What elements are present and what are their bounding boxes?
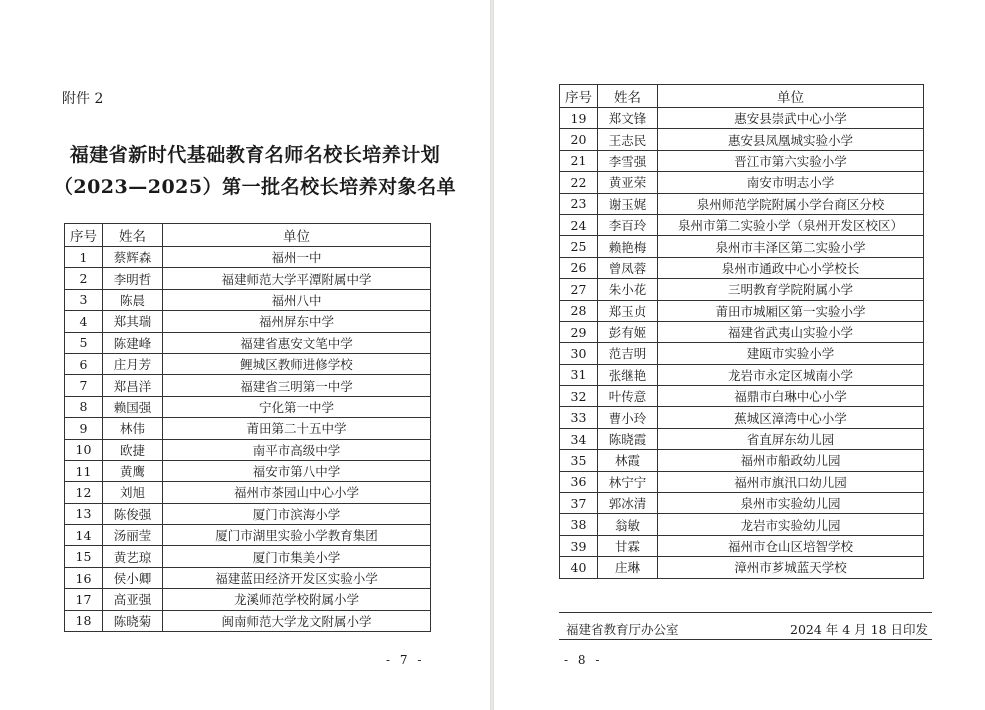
header-serial: 序号 [560, 85, 598, 108]
table-row [560, 214, 924, 235]
row-unit: 福州屏东中学 [163, 311, 431, 332]
row-serial: 33 [560, 407, 598, 428]
row-serial: 15 [65, 546, 103, 567]
row-name: 王志民 [598, 129, 658, 150]
row-unit: 福州市茶园山中心小学 [163, 482, 431, 503]
table-row [65, 439, 431, 460]
row-serial: 21 [560, 150, 598, 171]
table-row [560, 236, 924, 257]
table-row [560, 257, 924, 278]
table-row [560, 471, 924, 492]
row-name: 陈晓霞 [598, 428, 658, 449]
row-unit: 福州一中 [163, 247, 431, 268]
table-row [65, 589, 431, 610]
roster-table-part-1 [64, 223, 431, 632]
table-row [560, 193, 924, 214]
row-unit: 惠安县崇武中心小学 [658, 108, 924, 129]
row-serial: 28 [560, 300, 598, 321]
row-serial: 1 [65, 247, 103, 268]
row-name: 叶传意 [598, 386, 658, 407]
row-serial: 11 [65, 460, 103, 481]
row-serial: 32 [560, 386, 598, 407]
row-unit: 莆田市城厢区第一实验小学 [658, 300, 924, 321]
document-title-line-1: 福建省新时代基础教育名师名校长培养计划 [69, 144, 441, 166]
row-name: 谢玉娓 [598, 193, 658, 214]
row-name: 郭冰清 [598, 493, 658, 514]
row-serial: 25 [560, 236, 598, 257]
row-unit: 福鼎市白琳中心小学 [658, 386, 924, 407]
row-name: 欧捷 [103, 439, 163, 460]
row-unit: 福州八中 [163, 289, 431, 310]
row-unit: 泉州师范学院附属小学台商区分校 [658, 193, 924, 214]
table-row [65, 311, 431, 332]
row-serial: 10 [65, 439, 103, 460]
table-row [65, 247, 431, 268]
table-row [65, 268, 431, 289]
row-name: 张继艳 [598, 364, 658, 385]
row-name: 陈晓菊 [103, 610, 163, 631]
row-name: 李明哲 [103, 268, 163, 289]
row-name: 蔡辉森 [103, 247, 163, 268]
row-serial: 18 [65, 610, 103, 631]
row-name: 郑昌洋 [103, 375, 163, 396]
row-unit: 福州市仓山区培智学校 [658, 535, 924, 556]
row-unit: 建瓯市实验小学 [658, 343, 924, 364]
row-serial: 23 [560, 193, 598, 214]
page-number: - 8 - [564, 653, 603, 667]
row-serial: 17 [65, 589, 103, 610]
row-name: 汤丽莹 [103, 525, 163, 546]
row-serial: 14 [65, 525, 103, 546]
row-serial: 19 [560, 108, 598, 129]
header-name: 姓名 [598, 85, 658, 108]
attachment-label: 附件 2 [62, 91, 104, 107]
row-name: 高亚强 [103, 589, 163, 610]
table-row [560, 321, 924, 342]
table-row [560, 279, 924, 300]
row-serial: 8 [65, 396, 103, 417]
table-row [65, 567, 431, 588]
row-unit: 闽南师范大学龙文附属小学 [163, 610, 431, 631]
row-name: 林宁宁 [598, 471, 658, 492]
header-unit: 单位 [163, 224, 431, 247]
table-row [65, 289, 431, 310]
row-unit: 福州市船政幼儿园 [658, 450, 924, 471]
table-row [560, 300, 924, 321]
row-name: 曹小玲 [598, 407, 658, 428]
row-unit: 省直屏东幼儿园 [658, 428, 924, 449]
row-name: 甘霖 [598, 535, 658, 556]
table-row [560, 407, 924, 428]
table-row [560, 386, 924, 407]
footer-rule-top [559, 612, 932, 613]
row-serial: 22 [560, 172, 598, 193]
roster-table-part-2 [559, 84, 924, 579]
table-header-row [65, 224, 431, 247]
row-name: 曾凤蓉 [598, 257, 658, 278]
row-serial: 6 [65, 353, 103, 374]
row-unit: 福建蓝田经济开发区实验小学 [163, 567, 431, 588]
row-unit: 晋江市第六实验小学 [658, 150, 924, 171]
page-7 [0, 0, 490, 710]
row-serial: 40 [560, 557, 598, 578]
header-name: 姓名 [103, 224, 163, 247]
row-name: 翁敏 [598, 514, 658, 535]
row-name: 黄亚荣 [598, 172, 658, 193]
row-unit: 泉州市通政中心小学校长 [658, 257, 924, 278]
header-unit: 单位 [658, 85, 924, 108]
row-name: 黄鹰 [103, 460, 163, 481]
row-serial: 13 [65, 503, 103, 524]
table-row [65, 482, 431, 503]
page-number: - 7 - [386, 653, 425, 667]
row-name: 刘旭 [103, 482, 163, 503]
row-name: 侯小卿 [103, 567, 163, 588]
row-unit: 福建省武夷山实验小学 [658, 321, 924, 342]
table-row [560, 514, 924, 535]
row-name: 陈俊强 [103, 503, 163, 524]
row-unit: 南平市高级中学 [163, 439, 431, 460]
table-row [65, 396, 431, 417]
table-row [65, 503, 431, 524]
row-unit: 泉州市实验幼儿园 [658, 493, 924, 514]
print-date: 2024 年 4 月 18 日印发 [790, 622, 929, 637]
row-name: 范吉明 [598, 343, 658, 364]
row-unit: 福建省三明第一中学 [163, 375, 431, 396]
table-row [65, 418, 431, 439]
row-serial: 7 [65, 375, 103, 396]
table-header-row [560, 85, 924, 108]
table-row [560, 450, 924, 471]
row-unit: 南安市明志小学 [658, 172, 924, 193]
table-row [65, 332, 431, 353]
row-serial: 31 [560, 364, 598, 385]
row-name: 庄月芳 [103, 353, 163, 374]
row-serial: 3 [65, 289, 103, 310]
row-name: 彭有姬 [598, 321, 658, 342]
table-row [560, 172, 924, 193]
row-serial: 29 [560, 321, 598, 342]
row-serial: 37 [560, 493, 598, 514]
row-name: 赖艳梅 [598, 236, 658, 257]
table-row [560, 364, 924, 385]
row-unit: 龙岩市实验幼儿园 [658, 514, 924, 535]
row-unit: 福州市旗汛口幼儿园 [658, 471, 924, 492]
row-serial: 12 [65, 482, 103, 503]
table-row [65, 353, 431, 374]
row-serial: 34 [560, 428, 598, 449]
row-name: 陈建峰 [103, 332, 163, 353]
row-unit: 龙溪师范学校附属小学 [163, 589, 431, 610]
table-row [560, 150, 924, 171]
row-unit: 厦门市湖里实验小学教育集团 [163, 525, 431, 546]
row-serial: 35 [560, 450, 598, 471]
row-name: 陈晨 [103, 289, 163, 310]
row-name: 李雪强 [598, 150, 658, 171]
table-row [65, 525, 431, 546]
table-row [65, 610, 431, 631]
row-serial: 5 [65, 332, 103, 353]
row-serial: 24 [560, 214, 598, 235]
row-serial: 36 [560, 471, 598, 492]
issuer: 福建省教育厅办公室 [566, 622, 679, 637]
row-serial: 38 [560, 514, 598, 535]
row-name: 郑玉贞 [598, 300, 658, 321]
row-unit: 厦门市集美小学 [163, 546, 431, 567]
row-serial: 39 [560, 535, 598, 556]
row-name: 朱小花 [598, 279, 658, 300]
table-row [560, 129, 924, 150]
row-unit: 福建省惠安文笔中学 [163, 332, 431, 353]
row-unit: 三明教育学院附属小学 [658, 279, 924, 300]
table-row [560, 493, 924, 514]
table-row [65, 546, 431, 567]
row-serial: 4 [65, 311, 103, 332]
row-unit: 福安市第八中学 [163, 460, 431, 481]
table-row [560, 108, 924, 129]
row-unit: 龙岩市永定区城南小学 [658, 364, 924, 385]
row-unit: 泉州市丰泽区第二实验小学 [658, 236, 924, 257]
row-name: 郑文锋 [598, 108, 658, 129]
table-row [560, 343, 924, 364]
table-row [65, 375, 431, 396]
document-title-line-2: （2023—2025）第一批名校长培养对象名单 [53, 176, 457, 198]
row-name: 林霞 [598, 450, 658, 471]
row-serial: 26 [560, 257, 598, 278]
table-row [65, 460, 431, 481]
row-name: 郑其瑞 [103, 311, 163, 332]
header-serial: 序号 [65, 224, 103, 247]
table-row [560, 557, 924, 578]
row-unit: 惠安县凤凰城实验小学 [658, 129, 924, 150]
row-serial: 20 [560, 129, 598, 150]
row-unit: 宁化第一中学 [163, 396, 431, 417]
row-name: 黄艺琼 [103, 546, 163, 567]
row-unit: 漳州市芗城蓝天学校 [658, 557, 924, 578]
row-unit: 鲤城区教师进修学校 [163, 353, 431, 374]
row-unit: 福建师范大学平潭附属中学 [163, 268, 431, 289]
row-unit: 厦门市滨海小学 [163, 503, 431, 524]
row-name: 林伟 [103, 418, 163, 439]
row-name: 庄琳 [598, 557, 658, 578]
row-serial: 16 [65, 567, 103, 588]
row-name: 赖国强 [103, 396, 163, 417]
table-row [560, 428, 924, 449]
row-unit: 泉州市第二实验小学（泉州开发区校区） [658, 214, 924, 235]
row-serial: 30 [560, 343, 598, 364]
row-unit: 莆田第二十五中学 [163, 418, 431, 439]
row-name: 李百玲 [598, 214, 658, 235]
footer-rule-bottom [559, 639, 932, 640]
row-serial: 9 [65, 418, 103, 439]
row-unit: 蕉城区漳湾中心小学 [658, 407, 924, 428]
row-serial: 27 [560, 279, 598, 300]
row-serial: 2 [65, 268, 103, 289]
table-row [560, 535, 924, 556]
